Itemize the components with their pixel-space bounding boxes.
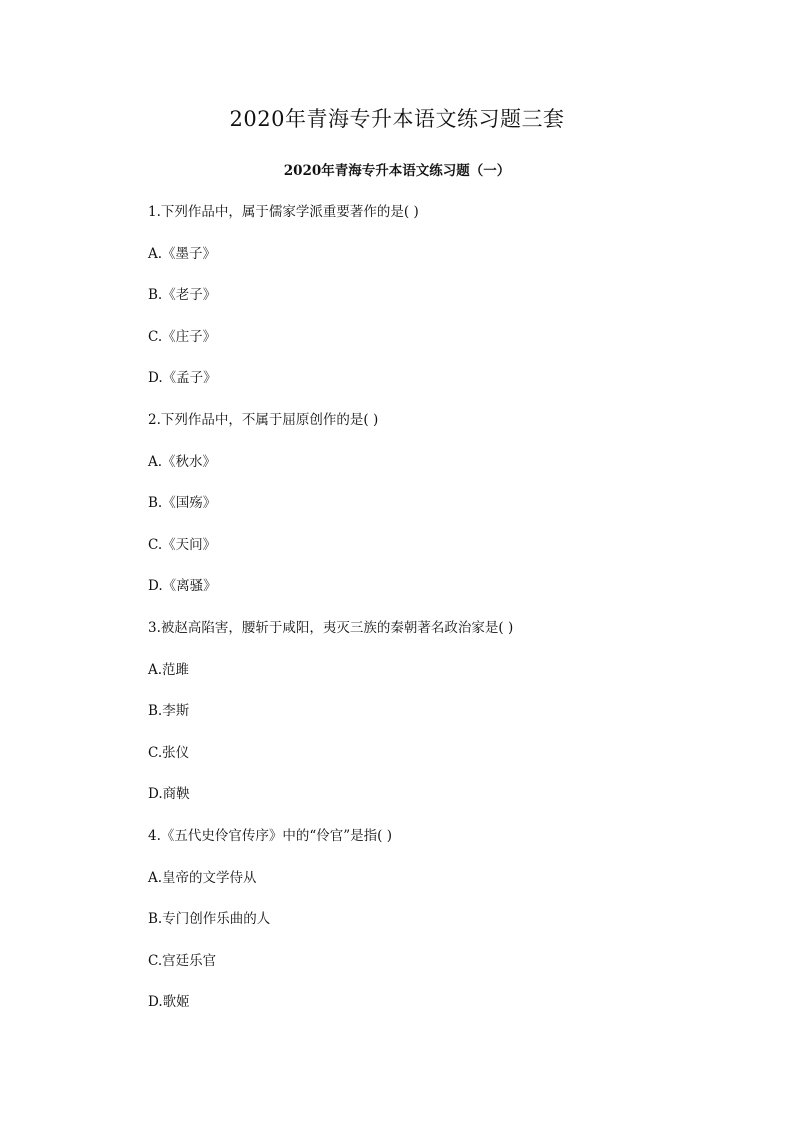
- question-3-option-a: A.范雎: [148, 661, 190, 678]
- question-1-option-d: D.《孟子》: [148, 370, 217, 387]
- document-title: 2020年青海专升本语文练习题三套: [229, 107, 565, 131]
- question-3-option-d: D.商鞅: [148, 786, 190, 803]
- question-4-option-b: B.专门创作乐曲的人: [148, 911, 271, 928]
- question-4-option-c: C.宫廷乐官: [148, 952, 217, 969]
- question-1-option-a: A.《墨子》: [148, 245, 217, 262]
- question-2-option-c: C.《天问》: [148, 536, 217, 553]
- question-1-option-c: C.《庄子》: [148, 328, 217, 345]
- question-4-option-d: D.歌姬: [148, 994, 190, 1011]
- question-1-option-b: B.《老子》: [148, 287, 217, 304]
- question-2-stem: 2.下列作品中，不属于屈原创作的是( ): [148, 411, 379, 428]
- question-3-option-c: C.张仪: [148, 744, 190, 761]
- question-2-option-b: B.《国殇》: [148, 495, 217, 512]
- section-subtitle: 2020年青海专升本语文练习题（一）: [283, 163, 511, 179]
- question-1-stem: 1.下列作品中，属于儒家学派重要著作的是( ): [148, 204, 419, 220]
- question-4-option-a: A.皇帝的文学侍从: [148, 869, 257, 886]
- question-4-stem: 4.《五代史伶官传序》中的“伶官”是指( ): [148, 827, 393, 844]
- question-2-option-d: D.《离骚》: [148, 578, 217, 595]
- question-3-stem: 3.被赵高陷害，腰斩于咸阳，夷灭三族的秦朝著名政治家是( ): [148, 619, 514, 636]
- question-2-option-a: A.《秋水》: [148, 453, 217, 470]
- question-3-option-b: B.李斯: [148, 703, 190, 720]
- question-list: [148, 202, 748, 1034]
